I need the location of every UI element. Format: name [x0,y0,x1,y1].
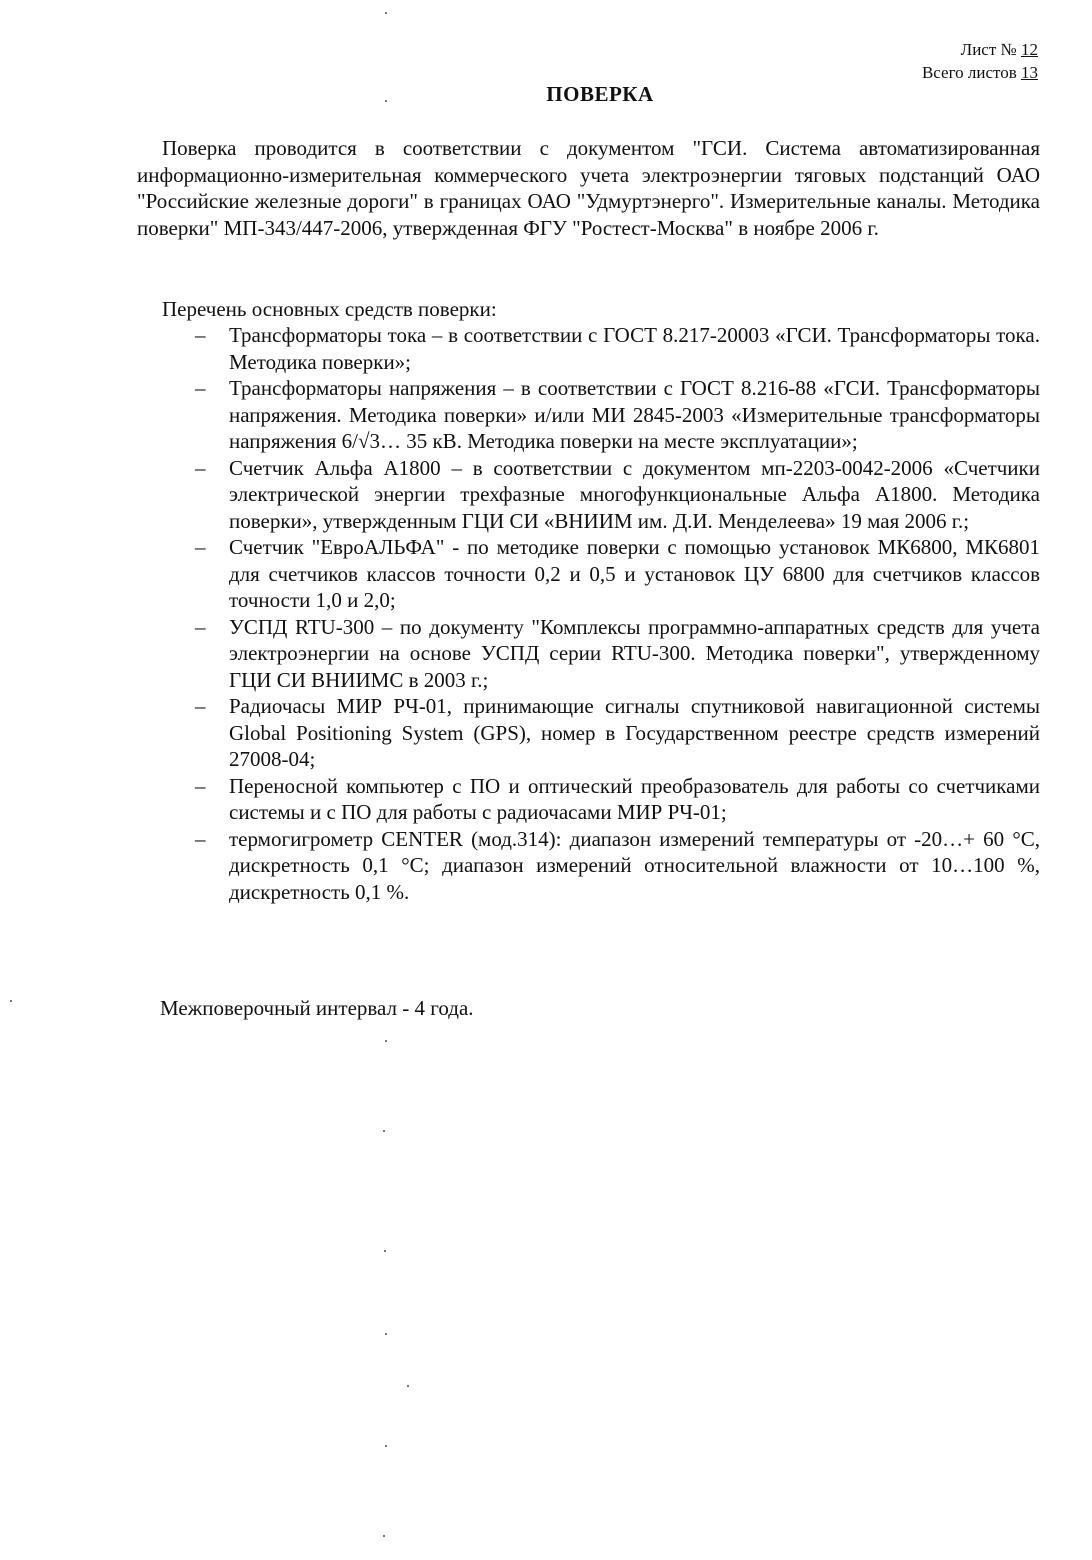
list-item: – УСПД RTU-300 – по документу "Комплексы программно-аппаратных средств для учета электроэнергии на основе УСПД серии RTU-300. Методика поверки", утвержденному ГЦИ СИ ВНИИМС в 2003 г.; [195,614,1040,692]
sheet-label: Лист № [960,40,1017,59]
document-title: ПОВЕРКА [546,82,654,106]
list-item: – термогигрометр CENTER (мод.314): диапазон измерений температуры от -20…+ 60 °С, дискретность 0,1 °С; диапазон измерений относительной влажности от 10…100 %, дискретность 0,1 %. [195,826,1040,904]
scan-speck [385,12,387,14]
total-sheets-number: 13 [1021,63,1038,82]
dash-bullet: – [195,376,206,400]
list-item: – Переносной компьютер с ПО и оптический преобразователь для работы со счетчиками системы и с ПО для работы с радиочасами МИР РЧ-01; [195,773,1040,824]
sheet-number: 12 [1021,40,1038,59]
verification-means-list [195,322,1040,905]
total-sheets-label: Всего листов [921,63,1017,82]
intro-paragraph: Поверка проводится в соответствии с документом "ГСИ. Система автоматизированная информационно-измерительная коммерческого учета электроэнергии тяговых подстанций ОАО "Российские железные дороги" в границах ОАО "Удмуртэнерго". Измерительные каналы. Методика поверки" МП-343/447-2006, утвержденная ФГУ "Ростест-Москва" в ноябре 2006 г. [137,136,1040,240]
scan-speck [10,1000,12,1002]
sheet-number-line [922,38,1038,61]
scan-speck [385,1040,387,1042]
scan-speck [383,1130,385,1132]
dash-bullet: – [195,455,206,480]
scan-speck [385,1445,387,1447]
dash-bullet: – [195,826,206,851]
scan-speck [383,1535,385,1537]
verification-interval: Межповерочный интервал - 4 года. [160,996,474,1020]
scan-speck [385,100,387,102]
dash-bullet: – [195,773,206,798]
scan-speck [384,1250,386,1252]
list-item: – Радиочасы МИР РЧ-01, принимающие сигналы спутниковой навигационной системы Global Positioning System (GPS), номер в Государственном реестре средств измерений 27008-04; [195,694,1040,771]
dash-bullet: – [195,614,206,639]
list-item: – Счетчик "ЕвроАЛЬФА" - по методике поверки с помощью установок МК6800, МК6801 для счетчиков классов точности 0,2 и 0,5 и установок ЦУ 6800 для счетчиков классов точности 1,0 и 2,0; [195,535,1040,612]
total-sheets-line [922,61,1038,84]
sheet-info [922,38,1038,84]
dash-bullet: – [195,694,206,718]
dash-bullet: – [195,535,206,559]
list-item: – Трансформаторы напряжения – в соответствии с ГОСТ 8.216-88 «ГСИ. Трансформаторы напряжения. Методика поверки» и/или МИ 2845-2003 «Измерительные трансформаторы напряжения 6/√3… 35 кВ. Методика поверки на месте эксплуатации»; [195,376,1040,453]
scan-speck [385,1333,387,1335]
dash-bullet: – [195,323,206,347]
list-item: – Трансформаторы тока – в соответствии с ГОСТ 8.217-20003 «ГСИ. Трансформаторы тока. Методика поверки»; [195,323,1040,374]
scan-speck [407,1385,409,1387]
list-item: – Счетчик Альфа А1800 – в соответствии с документом мп-2203-0042-2006 «Счетчики электрической энергии трехфазные многофункциональные Альфа А1800. Методика поверки», утвержденным ГЦИ СИ «ВНИИМ им. Д.И. Менделеева» 19 мая 2006 г.; [195,455,1040,533]
list-heading: Перечень основных средств поверки: [162,297,497,321]
